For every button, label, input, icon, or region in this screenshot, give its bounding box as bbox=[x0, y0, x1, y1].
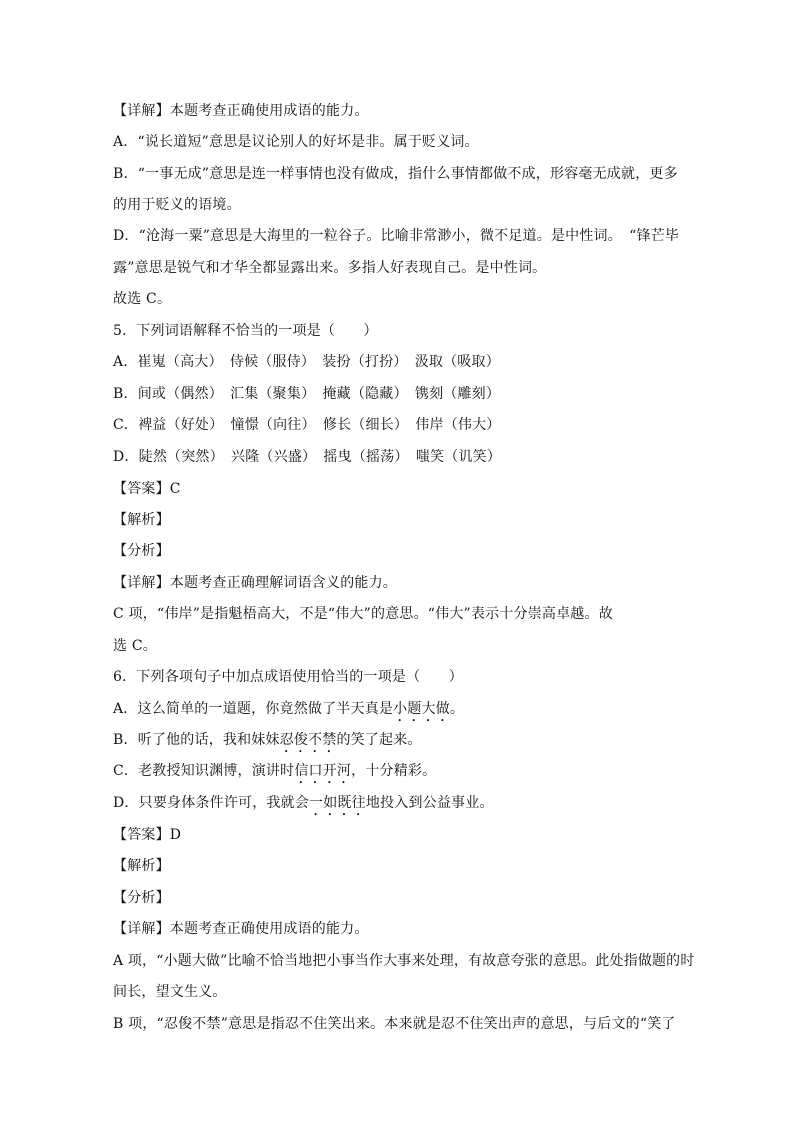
dotted-idiom: 信口开河 bbox=[294, 763, 352, 779]
breakdown-label: 【分析】 bbox=[113, 890, 170, 906]
option-b-explanation: B．“一事无成”意思是连一样事情也没有做成，指什么事情都做不成，形容毫无成就，更多 bbox=[113, 166, 678, 182]
option-d-explanation-cont: 露”意思是锐气和才华全都显露出来。多指人好表现自己。是中性词。 bbox=[113, 260, 547, 276]
option-a-analysis: A 项，“小题大做”比喻不恰当地把小事当作大事来处理，有故意夸张的意思。此处指做题的时 bbox=[113, 953, 695, 969]
option-b-analysis: B 项，“忍俊不禁”意思是指忍不住笑出来。本来就是忍不住笑出声的意思，与后文的“笑了 bbox=[113, 1016, 676, 1032]
option-b-text: B．听了他的话，我和妹妹 bbox=[113, 732, 280, 748]
option-c-explanation-cont: 选 C。 bbox=[113, 638, 157, 654]
dotted-idiom: 一如既往 bbox=[309, 795, 366, 811]
question-5: 5．下列词语解释不恰当的一项是（ ） bbox=[113, 323, 378, 339]
breakdown-label: 【分析】 bbox=[113, 543, 170, 559]
question-6: 6．下列各项句子中加点成语使用恰当的一项是（ ） bbox=[113, 669, 463, 685]
option-a-analysis-cont: 间长，望文生义。 bbox=[113, 984, 227, 1000]
detail-label: 【详解】本题考查正确理解词语含义的能力。 bbox=[113, 575, 397, 591]
dotted-idiom: 忍俊不禁 bbox=[279, 732, 337, 748]
question-6-option-c bbox=[113, 762, 436, 787]
answer-label: 【答案】C bbox=[113, 481, 181, 497]
option-a-text: A．这么简单的一道题，你竟然做了半天真是 bbox=[113, 701, 394, 717]
answer-choice-line: 故选 C。 bbox=[113, 291, 172, 307]
option-d-explanation: D．“沧海一粟”意思是大海里的一粒谷子。比喻非常渺小，微不足道。是中性词。 “锋芒毕 bbox=[113, 228, 680, 244]
analysis-label: 【解析】 bbox=[113, 512, 170, 528]
option-d-text: D．只要身体条件许可，我就会 bbox=[113, 795, 310, 811]
question-5-option-a: A．崔嵬（高大） 侍候（服侍） 装扮（打扮） 汲取（吸取） bbox=[113, 354, 500, 370]
option-a-end: 。 bbox=[449, 701, 465, 717]
option-c-text: C．老教授知识渊博，演讲时 bbox=[113, 763, 295, 779]
option-a-explanation: A．“说长道短”意思是议论别人的好坏是非。属于贬义词。 bbox=[113, 134, 479, 150]
answer-label: 【答案】D bbox=[113, 827, 182, 843]
question-5-option-b: B．间或（偶然） 汇集（聚集） 掩藏（隐藏） 镌刻（雕刻） bbox=[113, 386, 501, 402]
dotted-idiom: 小题大做 bbox=[393, 701, 450, 717]
option-c-end: ，十分精彩。 bbox=[351, 763, 437, 779]
question-6-option-b bbox=[113, 731, 422, 756]
detail-label: 【详解】本题考查正确使用成语的能力。 bbox=[113, 921, 369, 937]
question-5-option-c: C．裨益（好处） 憧憬（向往） 修长（细长） 伟岸（伟大） bbox=[113, 417, 501, 433]
question-6-option-d bbox=[113, 794, 494, 819]
section-detail-heading: 【详解】本题考查正确使用成语的能力。 bbox=[113, 103, 369, 119]
question-6-option-a bbox=[113, 700, 464, 725]
option-b-explanation-cont: 的用于贬义的语境。 bbox=[113, 197, 241, 213]
analysis-label: 【解析】 bbox=[113, 858, 170, 874]
question-5-option-d: D．陡然（突然） 兴隆（兴盛） 摇曳（摇荡） 嗤笑（讥笑） bbox=[113, 449, 502, 465]
option-c-explanation: C 项，“伟岸”是指魁梧高大，不是“伟大”的意思。“伟大”表示十分崇高卓越。故 bbox=[113, 606, 613, 622]
option-d-end: 地投入到公益事业。 bbox=[365, 795, 494, 811]
option-b-end: 的笑了起来。 bbox=[336, 732, 422, 748]
